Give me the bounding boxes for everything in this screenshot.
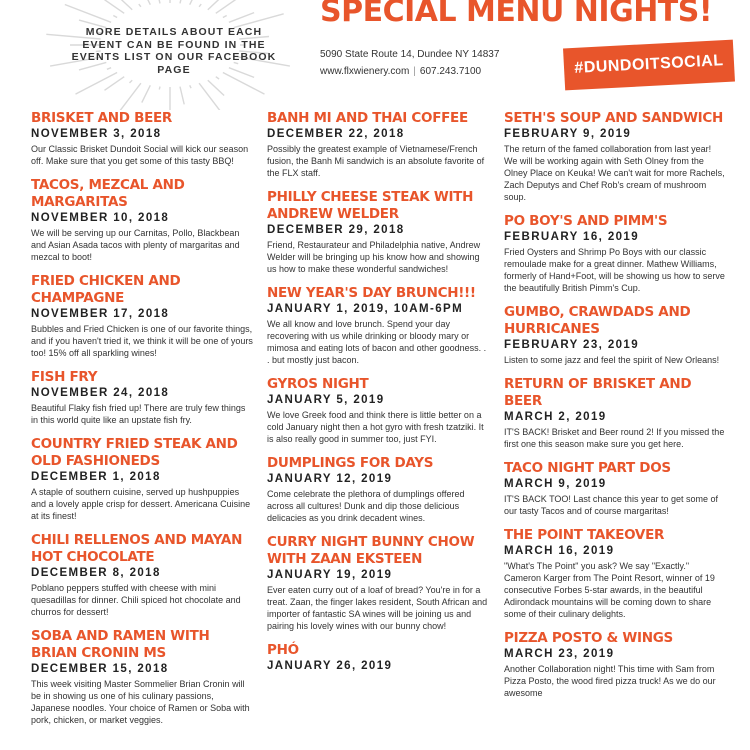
event-item — [267, 110, 489, 179]
event-date: JANUARY 26, 2019 — [267, 660, 393, 672]
event-description: We will be serving up our Carnitas, Pollo, Blackbean and Asian Asada tacos with plenty of margaritas and mezcal to boot! — [31, 228, 240, 262]
event-item — [504, 376, 726, 450]
hashtag-badge — [563, 40, 735, 91]
event-description: Another Collaboration night! This time with Sam from Pizza Posto, the wood fired pizza truck! As we do our awesome — [504, 664, 716, 698]
event-title: SETH'S SOUP AND SANDWICH — [504, 110, 724, 126]
event-date: NOVEMBER 24, 2018 — [31, 387, 170, 399]
event-description: The return of the famed collaboration from last year! We will be working again with Seth Olney from the Olney Place on Keuka! We can't wait for more Rachels, Zach Deputys and Chef Rob's cream of mushroom soup. — [504, 144, 725, 202]
hashtag-text: #DUNDOITSOCIAL — [574, 52, 724, 77]
event-title: PO BOY'S AND PIMM'S — [504, 213, 668, 229]
event-item — [504, 110, 726, 203]
event-description: Come celebrate the plethora of dumplings offered across all cultures! Dunk and dip those delicious delicacies as you drink decadent wines. — [267, 489, 465, 523]
event-column-1 — [31, 110, 253, 736]
event-item — [31, 532, 253, 618]
event-date: JANUARY 5, 2019 — [267, 394, 385, 406]
event-description: IT'S BACK! Brisket and Beer round 2! If you missed the first one this season make sure you get here. — [504, 427, 725, 449]
event-title: SOBA AND RAMEN WITH BRIAN CRONIN MS — [31, 628, 210, 661]
event-item — [267, 376, 489, 445]
event-title: COUNTRY FRIED STEAK AND OLD FASHIONEDS — [31, 436, 238, 469]
event-date: DECEMBER 8, 2018 — [31, 567, 161, 579]
facebook-promo-text: MORE DETAILS ABOUT EACH EVENT CAN BE FOUND IN THE EVENTS LIST ON OUR FACEBOOK PAGE — [71, 26, 277, 76]
event-date: MARCH 9, 2019 — [504, 478, 607, 490]
event-title: GUMBO, CRAWDADS AND HURRICANES — [504, 304, 691, 337]
event-date: FEBRUARY 16, 2019 — [504, 231, 640, 243]
event-title: PHÓ — [267, 642, 299, 658]
event-title: PHILLY CHEESE STEAK WITH ANDREW WELDER — [267, 189, 474, 222]
event-column-2 — [267, 110, 489, 682]
event-title: GYROS NIGHT — [267, 376, 369, 392]
event-description: We all know and love brunch. Spend your day recovering with us while drinking or bloody mary or mimosa and eating lots of bacon and other goodness. . . but mostly just bacon. — [267, 319, 487, 365]
event-description: Friend, Restaurateur and Philadelphia native, Andrew Welder will be bringing up his know how and showing us how to make these wonderful sandwiches! — [267, 240, 481, 274]
street-address: 5090 State Route 14, Dundee NY 14837 — [320, 49, 500, 60]
separator: | — [413, 66, 416, 77]
event-date: DECEMBER 15, 2018 — [31, 663, 169, 675]
event-title: TACO NIGHT PART DOS — [504, 460, 671, 476]
event-title: RETURN OF BRISKET AND BEER — [504, 376, 692, 409]
event-title: NEW YEAR'S DAY BRUNCH!!! — [267, 285, 476, 301]
event-date: DECEMBER 29, 2018 — [267, 224, 405, 236]
event-date: FEBRUARY 9, 2019 — [504, 128, 632, 140]
event-item — [267, 455, 489, 524]
event-date: DECEMBER 22, 2018 — [267, 128, 405, 140]
event-item — [267, 285, 489, 366]
event-description: This week visiting Master Sommelier Brian Cronin will be in showing us one of his culinary passions, Japanese noodles. Your choice of Ramen or Soba with pork, chicken, or market veggies. — [31, 679, 250, 725]
event-title: CURRY NIGHT BUNNY CHOW WITH ZAAN EKSTEEN — [267, 534, 475, 567]
event-item — [31, 177, 253, 263]
event-item — [267, 189, 489, 275]
event-title: DUMPLINGS FOR DAYS — [267, 455, 434, 471]
event-date: JANUARY 12, 2019 — [267, 473, 393, 485]
event-date: MARCH 16, 2019 — [504, 545, 615, 557]
event-item — [31, 436, 253, 522]
contact-line — [320, 63, 499, 80]
event-description: "What's The Point" you ask? We say "Exactly." Cameron Karger from The Point Resort, winner of 19 consecutive Forbes 5-star awards, in the beautiful Adirondack mountains will be coming down to share some of their culinary delights. — [504, 561, 715, 619]
event-title: BANH MI AND THAI COFFEE — [267, 110, 468, 126]
event-description: We love Greek food and think there is little better on a cold January night then a hot gyro with fresh tzatziki. It is also really good in summer too, just FYI. — [267, 410, 484, 444]
event-date: FEBRUARY 23, 2019 — [504, 339, 640, 351]
website-link[interactable]: www.flxwienery.com — [320, 66, 410, 77]
event-description: Poblano peppers stuffed with cheese with mini quesadillas for dinner. Chili spiced hot chocolate and churros for dessert! — [31, 583, 241, 617]
event-title: TACOS, MEZCAL AND MARGARITAS — [31, 177, 185, 210]
event-item — [267, 642, 489, 672]
event-title: THE POINT TAKEOVER — [504, 527, 665, 543]
event-title: FISH FRY — [31, 369, 98, 385]
page-title: SPECIAL MENU NIGHTS! — [320, 0, 713, 29]
event-date: NOVEMBER 10, 2018 — [31, 212, 170, 224]
event-date: JANUARY 1, 2019, 10AM-6PM — [267, 303, 464, 315]
event-description: Bubbles and Fried Chicken is one of our favorite things, and if you haven't tried it, we think it will be one of yours too! 15% off all sparkling wines! — [31, 324, 253, 358]
event-description: Fried Oysters and Shrimp Po Boys with our classic remoulade make for a great dinner. Mathew Williams, formerly of Hand+Foot, will be showing us how to serve the beautifully British Pimm's Cup. — [504, 247, 725, 293]
event-column-3 — [504, 110, 726, 709]
event-item — [504, 527, 726, 620]
event-item — [504, 460, 726, 517]
event-date: NOVEMBER 17, 2018 — [31, 308, 170, 320]
contact-block — [320, 46, 499, 80]
event-description: IT'S BACK TOO! Last chance this year to get some of our tasty Tacos and of course margaritas! — [504, 494, 718, 516]
event-description: Ever eaten curry out of a loaf of bread? You're in for a treat. Zaan, the finger lakes resident, South African and importer of fantastic SA wines will be joining us and pairing his lovely wines with our bunny chow! — [267, 585, 488, 631]
event-date: MARCH 23, 2019 — [504, 648, 615, 660]
phone-number: 607.243.7100 — [419, 66, 482, 77]
event-item — [31, 110, 253, 167]
event-title: PIZZA POSTO & WINGS — [504, 630, 673, 646]
event-item — [504, 304, 726, 366]
event-item — [504, 630, 726, 699]
event-description: Possibly the greatest example of Vietnamese/French fusion, the Banh Mi sandwich is an absolute favorite of the FLX staff. — [267, 144, 485, 178]
event-date: DECEMBER 1, 2018 — [31, 471, 161, 483]
event-description: Listen to some jazz and feel the spirit of New Orleans! — [504, 355, 720, 365]
event-description: Our Classic Brisket Dundoit Social will kick our season off. Make sure that you get some of this tasty BBQ! — [31, 144, 249, 166]
event-title: BRISKET AND BEER — [31, 110, 173, 126]
event-description: Beautiful Flaky fish fried up! There are truly few things in this world quite like an upstate fish fry. — [31, 403, 246, 425]
event-date: NOVEMBER 3, 2018 — [31, 128, 162, 140]
event-date: MARCH 2, 2019 — [504, 411, 607, 423]
event-date: JANUARY 19, 2019 — [267, 569, 393, 581]
event-item — [31, 369, 253, 426]
event-item — [31, 628, 253, 726]
event-title: CHILI RELLENOS AND MAYAN HOT CHOCOLATE — [31, 532, 243, 565]
event-item — [504, 213, 726, 294]
event-title: FRIED CHICKEN AND CHAMPAGNE — [31, 273, 181, 306]
event-item — [267, 534, 489, 632]
event-item — [31, 273, 253, 359]
event-description: A staple of southern cuisine, served up hushpuppies and a lovely apple crisp for dessert. Americana Cuisine at its finest! — [31, 487, 251, 521]
